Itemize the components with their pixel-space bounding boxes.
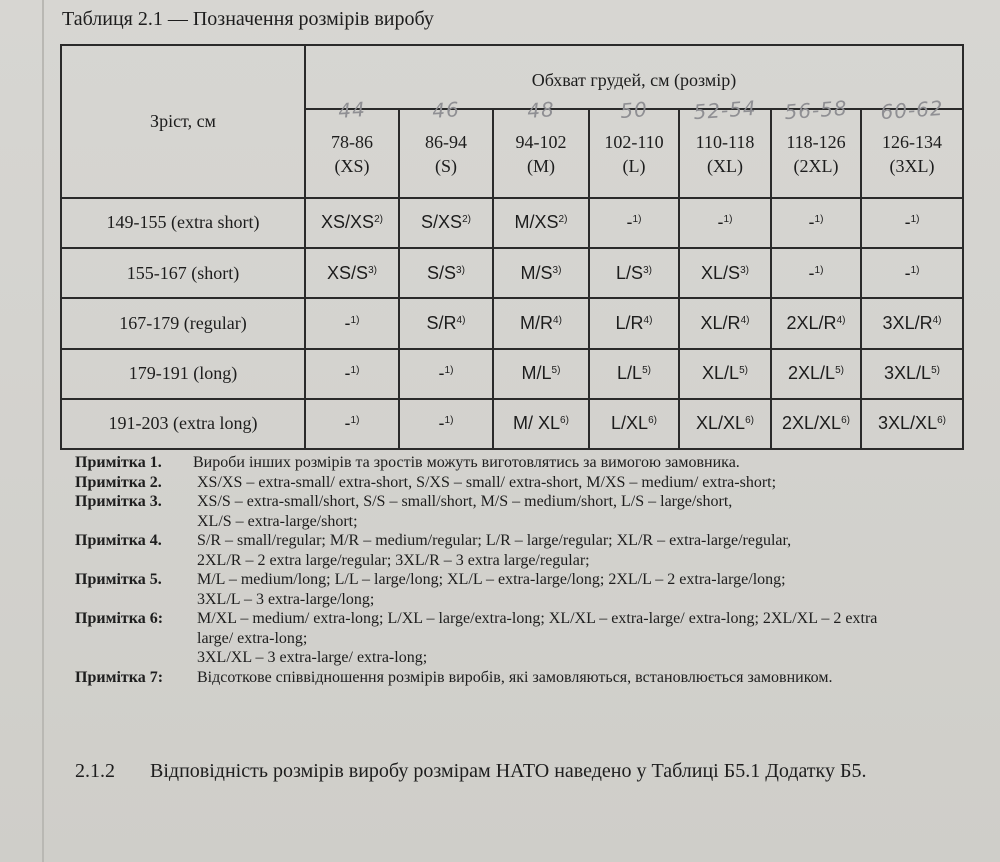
size-cell <box>305 349 399 399</box>
size-designation: - <box>344 413 351 434</box>
height-header: Зріст, см <box>61 45 305 198</box>
size-column-header <box>861 96 963 197</box>
chest-range: 94-102 <box>515 131 567 152</box>
note-line: M/L – medium/long; L/L – large/long; XL/L – extra-large/long; 2XL/L – 2 extra-large/long; <box>197 571 786 588</box>
size-designation: XL/L <box>702 363 740 384</box>
size-designation: L/XL <box>611 413 649 434</box>
size-cell <box>305 399 399 449</box>
size-designation: - <box>808 212 815 233</box>
size-code: (M) <box>527 155 555 176</box>
size-cell <box>679 198 771 248</box>
note <box>75 473 1000 493</box>
section-text: Відповідність розмірів виробу розмірам НАТО наведено у Таблиці Б5.1 Додатку Б5. <box>150 760 867 782</box>
size-designation: L/L <box>617 363 643 384</box>
size-designation: - <box>438 413 445 434</box>
size-designation: XL/XL <box>696 413 746 434</box>
note-label: Примітка 4. <box>75 532 162 549</box>
footnote-marker: 1) <box>814 264 824 276</box>
note-line: 2XL/R – 2 extra large/regular; 3XL/R – 3 extra large/regular; <box>197 551 590 569</box>
footnote-marker: 5) <box>551 365 561 377</box>
note <box>75 453 1000 473</box>
size-column-header <box>399 97 493 197</box>
size-cell <box>493 349 589 399</box>
size-designation: M/ XL <box>513 413 561 434</box>
note-line: 3XL/XL – 3 extra-large/ extra-long; <box>197 649 428 666</box>
note <box>75 668 1000 688</box>
size-cell <box>861 298 963 348</box>
footnote-marker: 1) <box>632 214 642 226</box>
size-cell <box>679 349 771 399</box>
size-designation: 2XL/L <box>788 363 836 384</box>
size-designation: - <box>626 212 633 233</box>
size-designation: 3XL/XL <box>878 413 938 434</box>
note-label: Примітка 3. <box>75 493 162 510</box>
size-cell <box>399 298 493 348</box>
size-code: (3XL) <box>889 155 935 176</box>
footnote-marker: 2) <box>374 214 383 226</box>
size-cell <box>305 298 399 348</box>
footnote-marker: 6) <box>937 415 946 427</box>
size-cell <box>679 298 771 348</box>
note <box>75 609 1000 668</box>
paper-fold-line <box>42 0 44 862</box>
footnote-marker: 6) <box>841 415 850 427</box>
chest-range: 110-118 <box>695 131 755 152</box>
footnote-marker: 4) <box>836 314 846 326</box>
size-code: (XS) <box>334 155 370 176</box>
size-cell <box>771 298 861 348</box>
size-designation: - <box>344 363 351 384</box>
note-text <box>197 492 1000 531</box>
footnote-marker: 4) <box>740 314 750 326</box>
chest-range: 86-94 <box>425 131 467 152</box>
note-line: Відсоткове співвідношення розмірів виробів, які замовляються, встановлюється замовником. <box>197 668 833 686</box>
size-code: (L) <box>622 155 646 176</box>
size-cell <box>679 399 771 449</box>
footnote-marker: 1) <box>350 415 360 427</box>
size-designation: M/L <box>521 363 552 384</box>
footnote-marker: 2) <box>462 214 471 226</box>
footnote-marker: 4) <box>643 314 653 326</box>
size-column-header <box>305 97 399 197</box>
footnote-marker: 1) <box>910 264 920 276</box>
footnote-marker: 4) <box>553 314 562 326</box>
footnote-marker: 3) <box>643 264 652 276</box>
chest-range: 78-86 <box>331 131 373 152</box>
size-designation: XS/S <box>327 262 369 283</box>
size-cell <box>861 248 963 298</box>
footnote-marker: 1) <box>350 314 360 326</box>
note-line: S/R – small/regular; M/R – medium/regular; L/R – large/regular; XL/R – extra-large/regular, <box>197 532 792 549</box>
size-designation: S/XS <box>421 212 463 233</box>
size-designation: - <box>344 312 351 333</box>
height-range-label: 179-191 (long) <box>61 349 305 399</box>
size-designation: XS/XS <box>321 212 375 233</box>
size-cell <box>861 198 963 248</box>
footnote-marker: 5) <box>835 365 844 377</box>
size-designation: - <box>904 262 911 283</box>
size-cell <box>399 198 493 248</box>
size-column-header <box>493 97 589 197</box>
footnote-marker: 5) <box>739 365 748 377</box>
handwritten-size: 50 <box>619 97 649 124</box>
size-designation: L/S <box>616 262 644 283</box>
footnote-marker: 3) <box>368 264 377 276</box>
note-line: large/ extra-long; <box>197 629 308 647</box>
note-line: Вироби інших розмірів та зростів можуть виготовлятись за вимогою замовника. <box>193 454 740 471</box>
size-designation: S/S <box>427 262 457 283</box>
size-cell <box>493 248 589 298</box>
table-row <box>61 399 963 449</box>
footer-paragraph <box>75 760 866 783</box>
handwritten-size: 46 <box>431 97 461 124</box>
size-code: (2XL) <box>793 155 839 176</box>
size-designation: M/XS <box>514 212 559 233</box>
section-number: 2.1.2 <box>75 760 115 782</box>
size-designation: - <box>438 363 445 384</box>
note-text <box>197 609 1000 668</box>
size-cell <box>305 248 399 298</box>
size-column-header <box>771 96 861 197</box>
table-row <box>61 198 963 248</box>
note-line: 3XL/L – 3 extra-large/long; <box>197 590 375 608</box>
note-label: Примітка 5. <box>75 571 162 588</box>
note-line: XL/S – extra-large/short; <box>197 512 358 530</box>
footnote-marker: 3) <box>456 264 465 276</box>
note-text <box>197 473 1000 493</box>
height-range-label: 167-179 (regular) <box>61 298 305 348</box>
height-range-label: 191-203 (extra long) <box>61 399 305 449</box>
footnote-marker: 5) <box>642 365 651 377</box>
handwritten-size: 44 <box>337 97 367 124</box>
size-designation: - <box>717 212 724 233</box>
note-text <box>193 453 1000 473</box>
chest-range: 102-110 <box>604 131 664 152</box>
size-designation: - <box>904 212 911 233</box>
handwritten-size: 48 <box>526 97 556 124</box>
footnote-marker: 6) <box>560 415 569 427</box>
table-row <box>61 349 963 399</box>
footnote-marker: 4) <box>456 314 466 326</box>
size-cell <box>679 248 771 298</box>
size-designation: - <box>808 262 815 283</box>
size-cell <box>493 198 589 248</box>
note-text <box>197 570 1000 609</box>
size-designation: XL/R <box>700 312 741 333</box>
size-designation: L/R <box>615 312 644 333</box>
chest-header: Обхват грудей, см (розмір) <box>305 45 963 109</box>
footnote-marker: 1) <box>910 214 920 226</box>
size-cell <box>399 349 493 399</box>
footnote-marker: 2) <box>558 214 568 226</box>
size-cell <box>589 349 679 399</box>
footnote-marker: 1) <box>814 214 824 226</box>
size-cell <box>861 399 963 449</box>
footnote-marker: 1) <box>723 214 733 226</box>
note-label: Примітка 2. <box>75 473 162 491</box>
footnote-marker: 3) <box>552 264 562 276</box>
footnote-marker: 1) <box>444 365 454 377</box>
size-designation: M/S <box>520 262 553 283</box>
note-text <box>197 668 1000 688</box>
size-cell <box>589 198 679 248</box>
size-cell <box>589 298 679 348</box>
note-line: XS/S – extra-small/short, S/S – small/short, M/S – medium/short, L/S – large/short, <box>197 493 733 510</box>
size-column-header <box>589 97 679 197</box>
note <box>75 570 1000 609</box>
size-designation: S/R <box>426 312 457 333</box>
note <box>75 531 1000 570</box>
handwritten-size: 52-54 <box>692 96 758 125</box>
footnote-marker: 6) <box>745 415 754 427</box>
footnote-marker: 4) <box>932 314 942 326</box>
size-cell <box>771 349 861 399</box>
size-cell <box>771 198 861 248</box>
size-cell <box>493 399 589 449</box>
footnote-marker: 6) <box>648 415 657 427</box>
size-cell <box>771 248 861 298</box>
size-designation: 3XL/R <box>882 312 933 333</box>
notes-section <box>75 453 1000 687</box>
size-cell <box>861 349 963 399</box>
size-cell <box>589 248 679 298</box>
note-label: Примітка 6: <box>75 610 164 627</box>
note-label: Примітка 1. <box>75 454 162 471</box>
size-code: (S) <box>435 155 457 176</box>
size-cell <box>305 198 399 248</box>
size-designation: M/R <box>520 312 554 333</box>
handwritten-size: 56-58 <box>783 96 849 125</box>
chest-range: 118-126 <box>786 131 846 152</box>
size-table <box>60 44 964 450</box>
footnote-marker: 1) <box>350 365 360 377</box>
size-cell <box>399 248 493 298</box>
size-column-header <box>679 96 771 197</box>
height-range-label: 149-155 (extra short) <box>61 198 305 248</box>
height-range-label: 155-167 (short) <box>61 248 305 298</box>
note-line: XS/XS – extra-small/ extra-short, S/XS – small/ extra-short, M/XS – medium/ extra-short; <box>197 473 777 491</box>
size-cell <box>399 399 493 449</box>
size-cell <box>771 399 861 449</box>
table-title: Таблиця 2.1 — Позначення розмірів виробу <box>62 8 434 30</box>
note <box>75 492 1000 531</box>
size-designation: XL/S <box>701 262 741 283</box>
footnote-marker: 5) <box>931 365 940 377</box>
footnote-marker: 1) <box>444 415 454 427</box>
note-label: Примітка 7: <box>75 668 164 686</box>
size-designation: 2XL/XL <box>782 413 842 434</box>
chest-range: 126-134 <box>882 131 943 152</box>
size-code: (XL) <box>707 155 743 176</box>
footnote-marker: 3) <box>740 264 749 276</box>
note-text <box>197 531 1000 570</box>
size-cell <box>493 298 589 348</box>
size-cell <box>589 399 679 449</box>
note-line: M/XL – medium/ extra-long; L/XL – large/extra-long; XL/XL – extra-large/ extra-long; 2XL/XL – 2 extra <box>197 610 878 627</box>
size-designation: 3XL/L <box>884 363 932 384</box>
size-designation: 2XL/R <box>786 312 837 333</box>
handwritten-size: 60-62 <box>879 96 945 125</box>
table-row <box>61 248 963 298</box>
table-row <box>61 298 963 348</box>
